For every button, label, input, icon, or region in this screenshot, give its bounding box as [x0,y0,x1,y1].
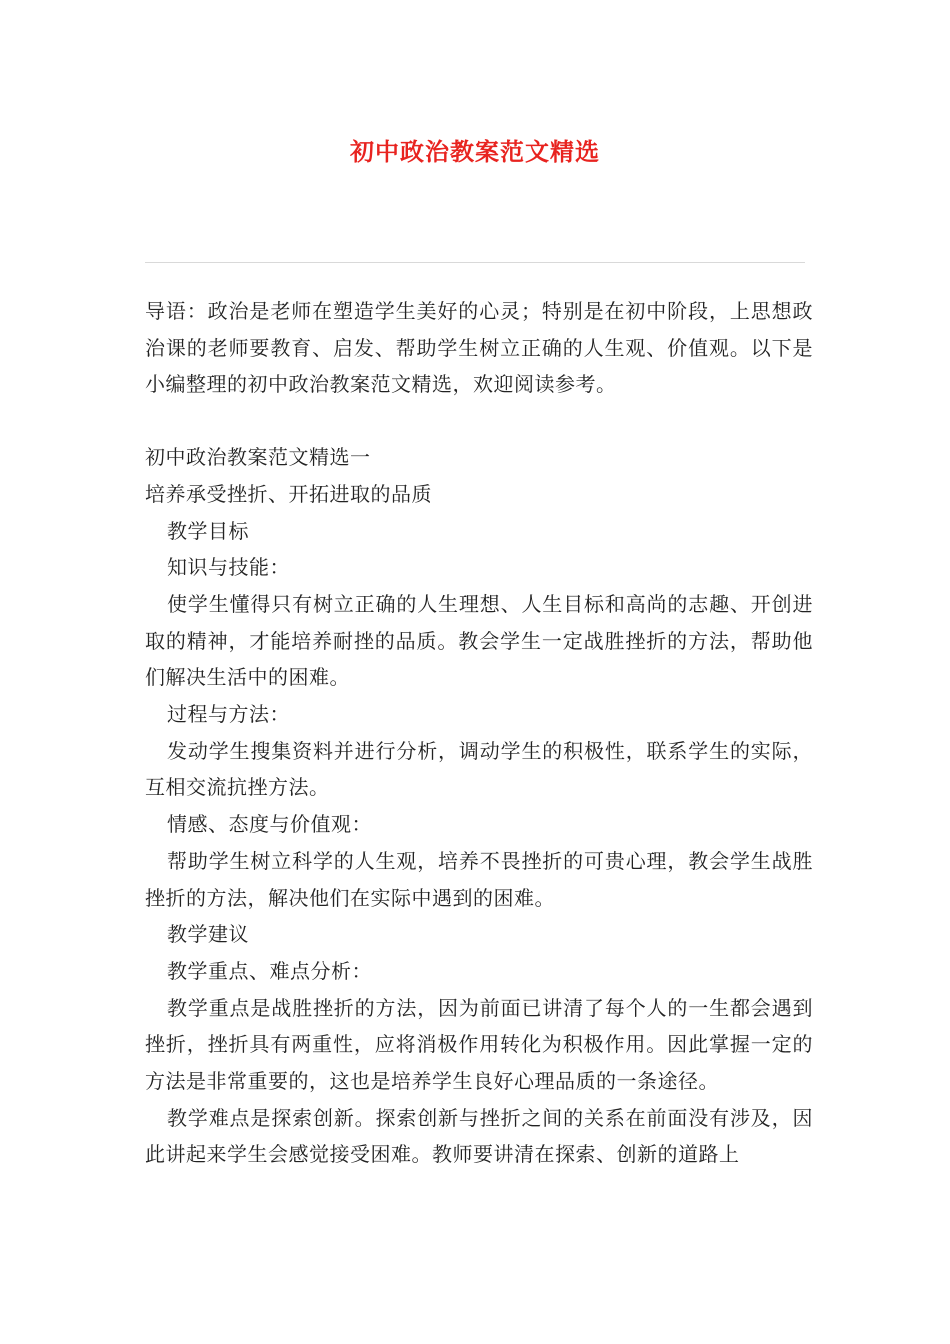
subheading-emotion-values: 情感、态度与价值观： [167,812,372,837]
document-body [145,293,813,1173]
subheading-key-difficult-points: 教学重点、难点分析： [167,958,372,983]
title-divider [145,262,805,263]
section-heading: 初中政治教案范文精选一 [145,445,371,470]
intro-paragraph: 导语：政治是老师在塑造学生美好的心灵；特别是在初中阶段，上思想政治课的老师要教育、启发、帮助学生树立正确的人生观、价值观。以下是小编整理的初中政治教案范文精选，欢迎阅读参考。 [145,299,813,397]
body-paragraph: 帮助学生树立科学的人生观，培养不畏挫折的可贵心理，教会学生战胜挫折的方法，解决他们在实际中遇到的困难。 [145,848,813,910]
subheading-teaching-goals: 教学目标 [167,518,249,543]
subheading-knowledge-skills: 知识与技能： [167,555,290,580]
subheading-process-methods: 过程与方法： [167,702,290,727]
body-paragraph: 发动学生搜集资料并进行分析，调动学生的积极性，联系学生的实际，互相交流抗挫方法。 [145,738,813,800]
body-paragraph: 教学难点是探索创新。探索创新与挫折之间的关系在前面没有涉及，因此讲起来学生会感觉接受困难。教师要讲清在探索、创新的道路上 [145,1105,813,1167]
subheading-teaching-suggestions: 教学建议 [167,922,249,947]
body-paragraph: 教学重点是战胜挫折的方法，因为前面已讲清了每个人的一生都会遇到挫折，挫折具有两重性，应将消极作用转化为积极作用。因此掌握一定的方法是非常重要的，这也是培养学生良好心理品质的一条途径。 [145,995,813,1094]
body-paragraph: 使学生懂得只有树立正确的人生理想、人生目标和高尚的志趣、开创进取的精神，才能培养耐挫的品质。教会学生一定战胜挫折的方法，帮助他们解决生活中的困难。 [145,591,813,690]
document-title: 初中政治教案范文精选 [350,138,600,166]
lesson-title: 培养承受挫折、开拓进取的品质 [145,481,432,506]
